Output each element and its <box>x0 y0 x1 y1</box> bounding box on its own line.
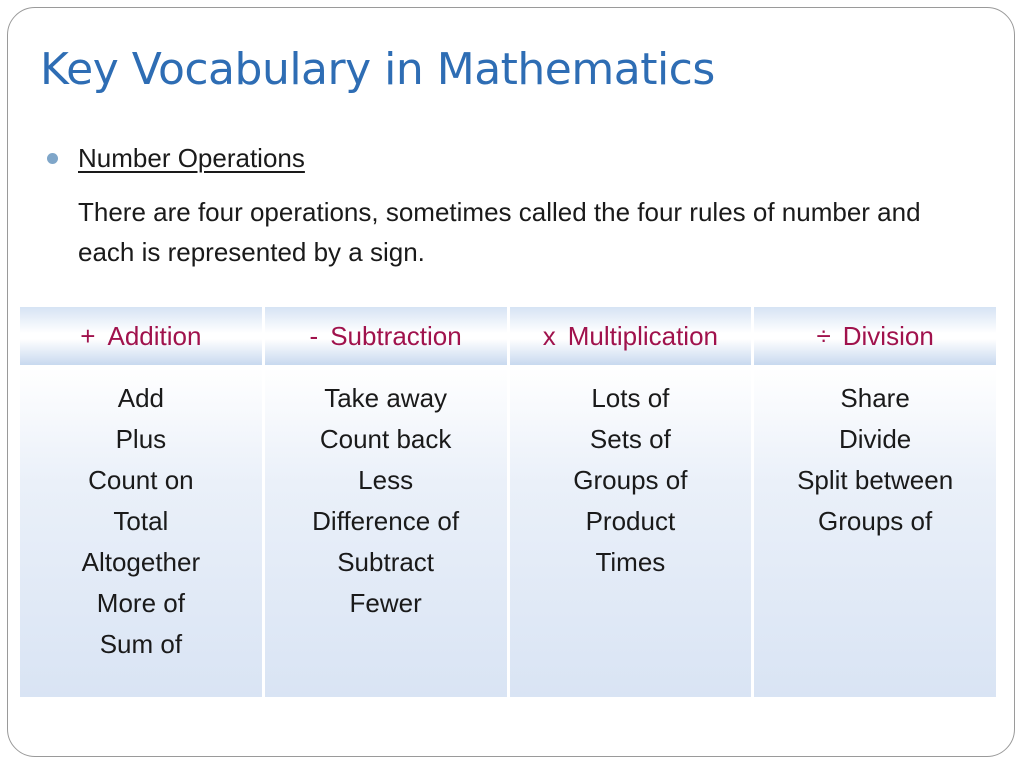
list-item: More of <box>96 588 185 618</box>
division-words-cell <box>754 368 996 697</box>
plus-sign: + <box>80 320 96 351</box>
division-word-list <box>754 378 996 542</box>
addition-words-cell <box>20 368 262 697</box>
header-division <box>754 307 996 365</box>
times-sign: x <box>542 320 556 351</box>
list-item: Sum of <box>99 629 183 659</box>
section-description: There are four operations, sometimes called the four rules of number and each is represented by a sign. <box>78 197 921 267</box>
list-item: Groups of <box>573 465 688 495</box>
list-item: Total <box>113 506 169 536</box>
list-item: Times <box>595 547 666 577</box>
list-item: Count on <box>88 465 194 495</box>
list-item: Plus <box>115 424 167 454</box>
subtraction-words-cell <box>265 368 507 697</box>
list-item: Split between <box>797 465 954 495</box>
list-item: Subtract <box>337 547 435 577</box>
list-item: Sets of <box>589 424 671 454</box>
list-item: Divide <box>839 424 912 454</box>
header-label: Multiplication <box>567 320 719 351</box>
header-multiplication <box>510 307 752 365</box>
header-addition <box>20 307 262 365</box>
minus-sign: - <box>309 320 319 351</box>
section-subheading: Number Operations <box>78 143 305 173</box>
subtraction-word-list <box>265 378 507 624</box>
list-item: Take away <box>324 383 448 413</box>
operations-vocabulary-table <box>20 307 996 697</box>
multiplication-words-cell <box>510 368 752 697</box>
bullet-icon <box>47 153 58 164</box>
addition-word-list <box>20 378 262 665</box>
list-item: Altogether <box>81 547 201 577</box>
header-label: Subtraction <box>330 320 462 351</box>
divide-sign: ÷ <box>816 320 831 351</box>
list-item: Less <box>358 465 414 495</box>
header-subtraction <box>265 307 507 365</box>
list-item: Groups of <box>818 506 933 536</box>
list-item: Add <box>117 383 164 413</box>
list-item: Share <box>840 383 910 413</box>
list-item: Fewer <box>349 588 422 618</box>
list-item: Product <box>585 506 676 536</box>
list-item: Difference of <box>312 506 460 536</box>
header-label: Division <box>842 320 934 351</box>
multiplication-word-list <box>510 378 752 583</box>
slide-title: Key Vocabulary in Mathematics <box>40 44 715 95</box>
header-label: Addition <box>107 320 202 351</box>
list-item: Lots of <box>591 383 670 413</box>
list-item: Count back <box>319 424 452 454</box>
